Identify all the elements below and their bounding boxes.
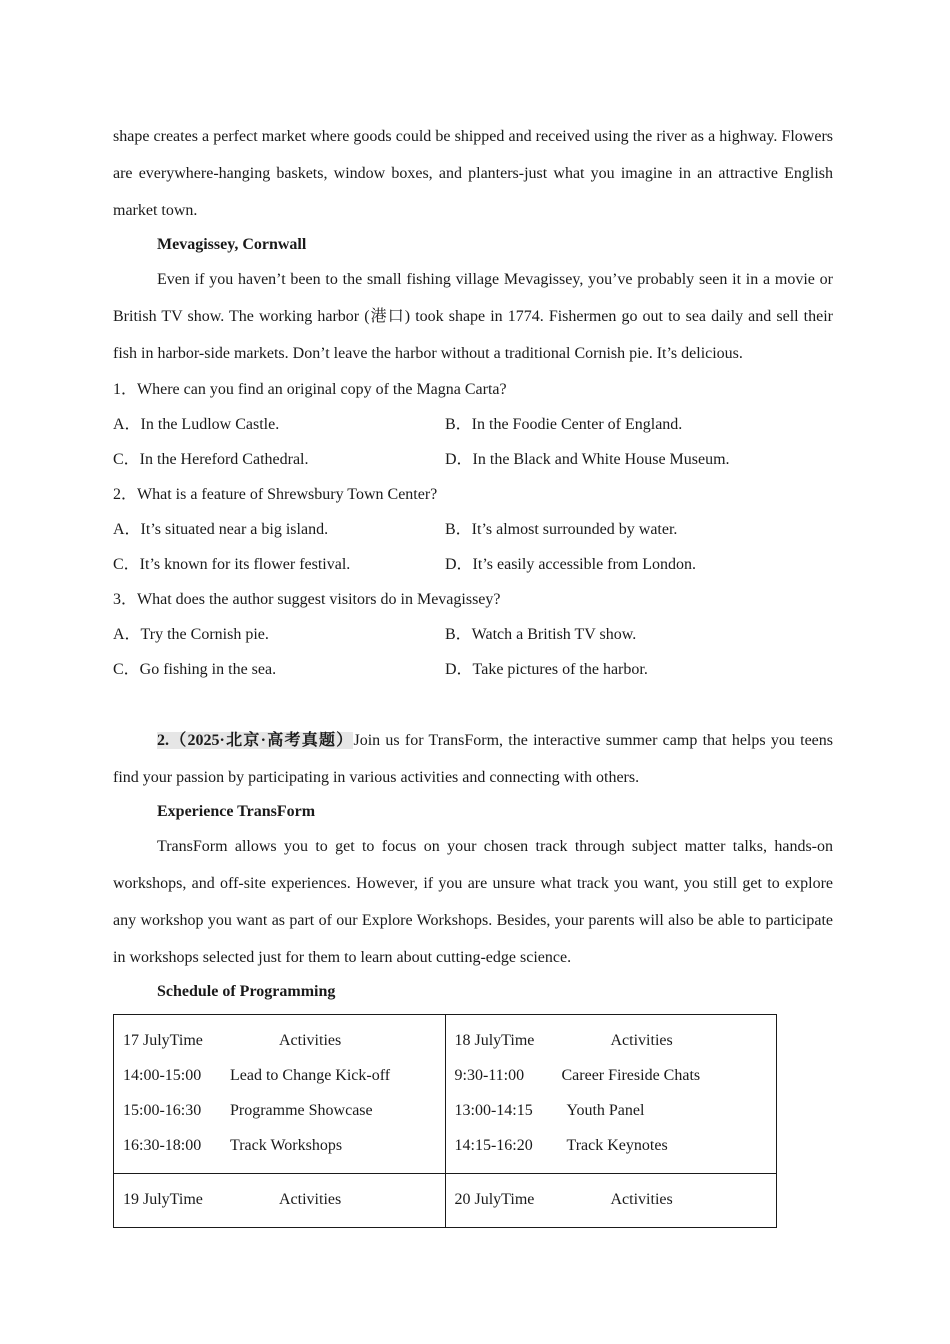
day-time-header: 17 JulyTime [123,1032,203,1049]
day-time-header: 20 JulyTime [454,1191,535,1208]
option-c: C．It’s known for its flower festival. [113,556,351,573]
schedule-row [123,1093,445,1128]
question-stem: 1．Where can you find an original copy of the Magna Carta? [113,381,507,398]
schedule-cell-20-july [445,1174,777,1228]
option-a: A．In the Ludlow Castle. [113,416,280,433]
option-b: B．In the Foodie Center of England. [445,416,683,433]
section-heading: Experience TransForm [157,803,316,820]
source-tag: 2.（2025·北京·高考真题） [157,732,354,749]
question-3 [113,582,833,687]
question-stem: 3．What does the author suggest visitors do in Mevagissey? [113,591,501,608]
question-stem: 2．What is a feature of Shrewsbury Town Center? [113,486,438,503]
activity: Youth Panel [566,1102,645,1119]
time-slot: 14:00-15:00 [123,1067,202,1084]
option-a: A．Try the Cornish pie. [113,626,269,643]
time-slot: 14:15-16:20 [454,1137,533,1154]
passage-2-intro [113,722,833,796]
day-time-header: 19 JulyTime [123,1191,203,1208]
question-2 [113,477,833,582]
option-b: B．It’s almost surrounded by water. [445,521,678,538]
day-time-header: 18 JulyTime [454,1032,535,1049]
schedule-row [123,1128,445,1163]
time-slot: 16:30-18:00 [123,1137,202,1154]
document-page [113,118,833,1228]
activities-header: Activities [610,1032,673,1049]
option-d: D．Take pictures of the harbor. [445,661,648,678]
section-heading: Mevagissey, Cornwall [157,236,307,253]
schedule-cell-18-july [445,1015,777,1174]
time-slot: 9:30-11:00 [454,1067,525,1084]
passage-paragraph: shape creates a perfect market where goods could be shipped and received using the river as a highway. Flowers are everywhere-hanging baskets, window boxes, and planters-just what you imagine in an attractive English market town. [113,128,833,219]
schedule-cell-19-july [114,1174,446,1228]
question-1 [113,372,833,477]
option-c: C．Go fishing in the sea. [113,661,277,678]
option-a: A．It’s situated near a big island. [113,521,329,538]
option-c: C．In the Hereford Cathedral. [113,451,309,468]
activities-header: Activities [279,1032,342,1049]
activities-header: Activities [610,1191,673,1208]
passage-paragraph: Even if you haven’t been to the small fishing village Mevagissey, you’ve probably seen it in a movie or British TV show. The working harbor (港口) took shape in 1774. Fishermen go out to sea daily and sell their fish in harbor-side markets. Don’t leave the harbor without a traditional Cornish pie. It’s delicious. [113,271,833,362]
activity: Programme Showcase [230,1102,373,1119]
schedule-cell-17-july [114,1015,446,1174]
option-d: D．In the Black and White House Museum. [445,451,730,468]
schedule-row [455,1128,777,1163]
activity: Career Fireside Chats [561,1067,701,1084]
intro-text: Join us for TransForm, the interactive summer camp that helps you teens find your passion by participating in various activities and connecting with others. [113,732,833,786]
option-d: D．It’s easily accessible from London. [445,556,697,573]
activity: Track Keynotes [566,1137,668,1154]
section-heading: Schedule of Programming [157,983,336,1000]
schedule-row [123,1058,445,1093]
time-slot: 15:00-16:30 [123,1102,202,1119]
activity: Track Workshops [230,1137,343,1154]
time-slot: 13:00-14:15 [454,1102,533,1119]
option-b: B．Watch a British TV show. [445,626,637,643]
activity: Lead to Change Kick-off [230,1067,391,1084]
schedule-row [455,1093,777,1128]
passage-paragraph: TransForm allows you to get to focus on your chosen track through subject matter talks, hands-on workshops, and off-site experiences. However, if you are unsure what track you want, you still get to explore any workshop you want as part of our Explore Workshops. Besides, your parents will also be able to participate in workshops selected just for them to learn about cutting-edge science. [113,838,833,966]
schedule-table [113,1014,777,1228]
activities-header: Activities [279,1191,342,1208]
schedule-row [455,1058,777,1093]
